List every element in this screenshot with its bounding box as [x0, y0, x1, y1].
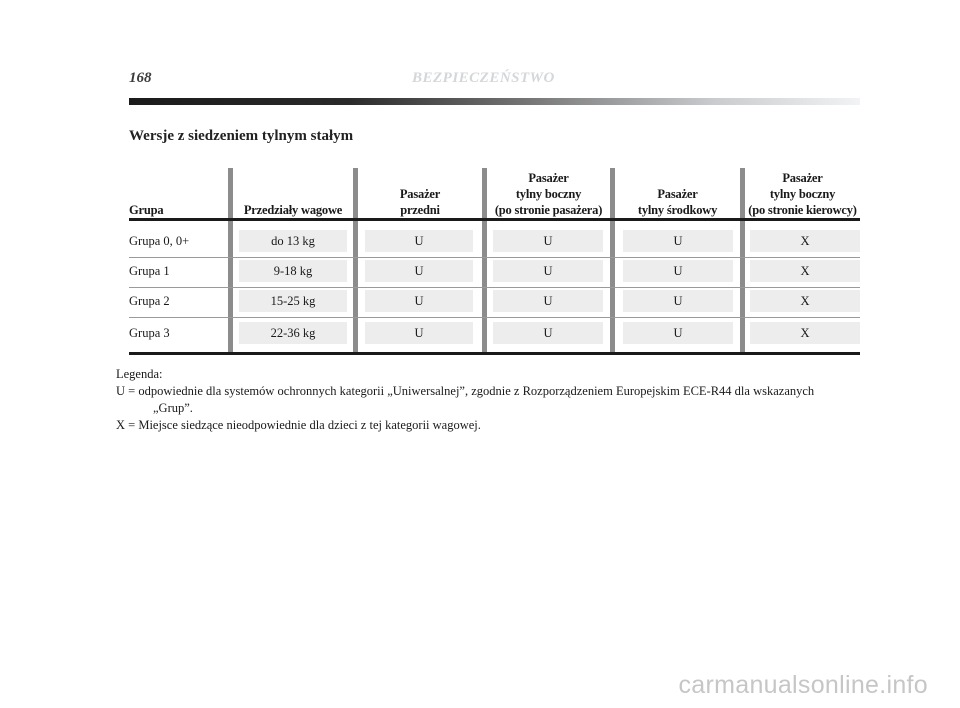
row-label: Grupa 1 [129, 264, 170, 278]
rear-passenger-side-cell: U [493, 260, 603, 282]
child-seat-table [129, 168, 860, 355]
section-title: BEZPIECZEŃSTWO [412, 70, 555, 86]
header-rule [129, 98, 860, 105]
weight-cell: 22-36 kg [239, 322, 347, 344]
rear-driver-side-cell: X [750, 260, 860, 282]
rear-driver-side-cell: X [750, 230, 860, 252]
column-header-front-passenger: Pasażer przedni [399, 187, 441, 217]
weight-cell: 9-18 kg [239, 260, 347, 282]
front-passenger-cell: U [365, 290, 473, 312]
front-passenger-cell: U [365, 230, 473, 252]
rear-middle-cell: U [623, 290, 733, 312]
column-header-rear-middle: Pasażer tylny środkowy [637, 187, 718, 217]
row-separator [129, 257, 860, 258]
watermark: carmanualsonline.info [678, 671, 928, 699]
row-label: Grupa 2 [129, 294, 170, 308]
row-label: Grupa 0, 0+ [129, 234, 190, 248]
weight-cell: do 13 kg [239, 230, 347, 252]
column-divider [228, 168, 233, 355]
legend [116, 366, 861, 434]
table-bottom-rule [129, 352, 860, 355]
rear-passenger-side-cell: U [493, 290, 603, 312]
table-heading: Wersje z siedzeniem tylnym stałym [129, 128, 354, 144]
front-passenger-cell: U [365, 260, 473, 282]
rear-passenger-side-cell: U [493, 230, 603, 252]
page-number: 168 [129, 70, 152, 86]
rear-middle-cell: U [623, 260, 733, 282]
legend-title: Legenda: [116, 367, 163, 381]
column-header-rear-driver-side: Pasażer tylny boczny (po stronie kierowcy) [748, 171, 857, 217]
rear-passenger-side-cell: U [493, 322, 603, 344]
column-header-rear-passenger-side: Pasażer tylny boczny (po stronie pasażera) [494, 171, 603, 217]
front-passenger-cell: U [365, 322, 473, 344]
legend-x-definition: X = Miejsce siedzące nieodpowiednie dla dzieci z tej kategorii wagowej. [116, 418, 481, 432]
column-header-group: Grupa [129, 203, 164, 217]
weight-cell: 15-25 kg [239, 290, 347, 312]
rear-middle-cell: U [623, 230, 733, 252]
rear-driver-side-cell: X [750, 290, 860, 312]
row-label: Grupa 3 [129, 326, 170, 340]
row-separator [129, 317, 860, 318]
header-bottom-rule [129, 218, 860, 221]
rear-driver-side-cell: X [750, 322, 860, 344]
legend-u-continuation: „Grup”. [153, 401, 193, 415]
column-header-weight: Przedziały wagowe [243, 203, 343, 217]
legend-u-definition: U = odpowiednie dla systemów ochronnych kategorii „Uniwersalnej”, zgodnie z Rozporządzeniem Europejskim ECE-R44 dla wskazanych [116, 384, 815, 398]
row-separator [129, 287, 860, 288]
rear-middle-cell: U [623, 322, 733, 344]
